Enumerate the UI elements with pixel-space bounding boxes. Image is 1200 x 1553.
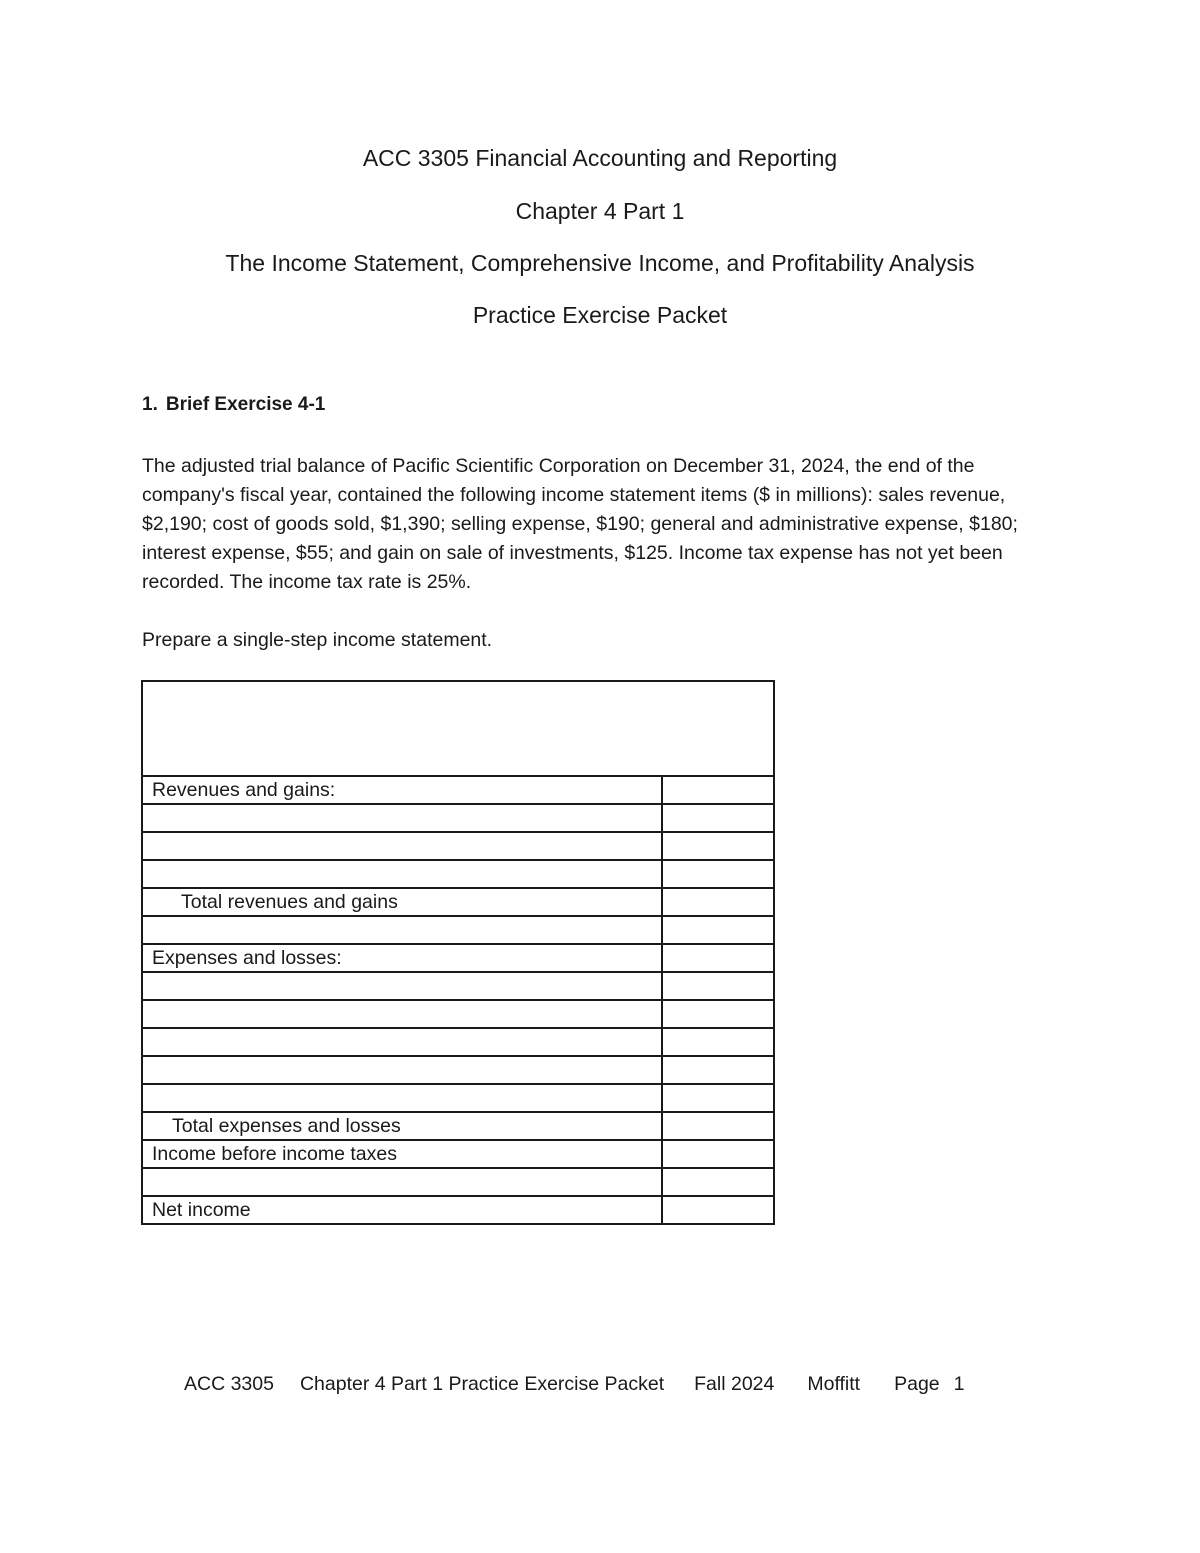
row-amount[interactable] xyxy=(662,1168,774,1196)
footer-title: Chapter 4 Part 1 Practice Exercise Packet xyxy=(299,1373,665,1395)
statement-header-row xyxy=(142,681,774,776)
table-row xyxy=(142,944,774,972)
table-row xyxy=(142,776,774,804)
row-label[interactable] xyxy=(142,1084,662,1112)
row-label[interactable] xyxy=(142,832,662,860)
table-row xyxy=(142,888,774,916)
row-amount[interactable] xyxy=(662,888,774,916)
row-amount[interactable] xyxy=(662,1140,774,1168)
chapter-title: Chapter 4 Part 1 xyxy=(515,198,685,224)
row-amount[interactable] xyxy=(662,972,774,1000)
row-amount[interactable] xyxy=(662,1056,774,1084)
statement-header-cell[interactable] xyxy=(142,681,774,776)
table-row xyxy=(142,916,774,944)
income-statement-table xyxy=(141,680,775,1225)
row-amount[interactable] xyxy=(662,776,774,804)
row-label[interactable] xyxy=(142,972,662,1000)
footer-course: ACC 3305 xyxy=(184,1373,274,1395)
table-row xyxy=(142,860,774,888)
row-label: Net income xyxy=(142,1196,662,1224)
table-row xyxy=(142,1028,774,1056)
row-label[interactable] xyxy=(142,1168,662,1196)
table-row xyxy=(142,804,774,832)
row-label: Income before income taxes xyxy=(142,1140,662,1168)
row-label[interactable] xyxy=(142,1000,662,1028)
table-row xyxy=(142,1168,774,1196)
row-label[interactable] xyxy=(142,1028,662,1056)
exercise-instruction: Prepare a single-step income statement. xyxy=(142,629,493,651)
row-amount[interactable] xyxy=(662,1112,774,1140)
exercise-number: 1. xyxy=(142,394,158,415)
table-row xyxy=(142,1084,774,1112)
table-row xyxy=(142,832,774,860)
row-label: Expenses and losses: xyxy=(142,944,662,972)
table-row xyxy=(142,1112,774,1140)
topic-title: The Income Statement, Comprehensive Income, and Profitability Analysis xyxy=(225,250,975,276)
row-amount[interactable] xyxy=(662,916,774,944)
row-label[interactable] xyxy=(142,916,662,944)
footer-term: Fall 2024 xyxy=(694,1373,775,1395)
row-amount[interactable] xyxy=(662,860,774,888)
packet-title: Practice Exercise Packet xyxy=(472,302,728,328)
row-label: Total revenues and gains xyxy=(142,888,662,916)
exercise-heading xyxy=(142,394,325,416)
row-amount[interactable] xyxy=(662,804,774,832)
row-label: Total expenses and losses xyxy=(142,1112,662,1140)
row-amount[interactable] xyxy=(662,944,774,972)
row-amount[interactable] xyxy=(662,1084,774,1112)
footer-page-number: 1 xyxy=(953,1373,965,1395)
row-amount[interactable] xyxy=(662,832,774,860)
table-row xyxy=(142,1140,774,1168)
table-row xyxy=(142,1000,774,1028)
page-footer xyxy=(184,1370,965,1398)
exercise-problem-text: The adjusted trial balance of Pacific Scientific Corporation on December 31, 2024, the end of the company's fiscal year, contained the following income statement items ($ in millions): sales revenue, $2,190; cost of goods sold, $1,390; selling expense, $190; general and administrative expense, $180; interest expense, $55; and gain on sale of investments, $125. Income tax expense has not yet been recorded. The income tax rate is 25%. xyxy=(142,455,1018,593)
table-row xyxy=(142,1196,774,1224)
row-label[interactable] xyxy=(142,804,662,832)
table-row xyxy=(142,1056,774,1084)
row-label[interactable] xyxy=(142,860,662,888)
table-row xyxy=(142,972,774,1000)
footer-author: Moffitt xyxy=(807,1373,861,1395)
course-title: ACC 3305 Financial Accounting and Reporting xyxy=(362,145,838,171)
row-amount[interactable] xyxy=(662,1196,774,1224)
row-label[interactable] xyxy=(142,1056,662,1084)
footer-page-label: Page xyxy=(894,1373,940,1395)
exercise-title: Brief Exercise 4-1 xyxy=(165,394,326,415)
row-amount[interactable] xyxy=(662,1000,774,1028)
row-amount[interactable] xyxy=(662,1028,774,1056)
row-label: Revenues and gains: xyxy=(142,776,662,804)
